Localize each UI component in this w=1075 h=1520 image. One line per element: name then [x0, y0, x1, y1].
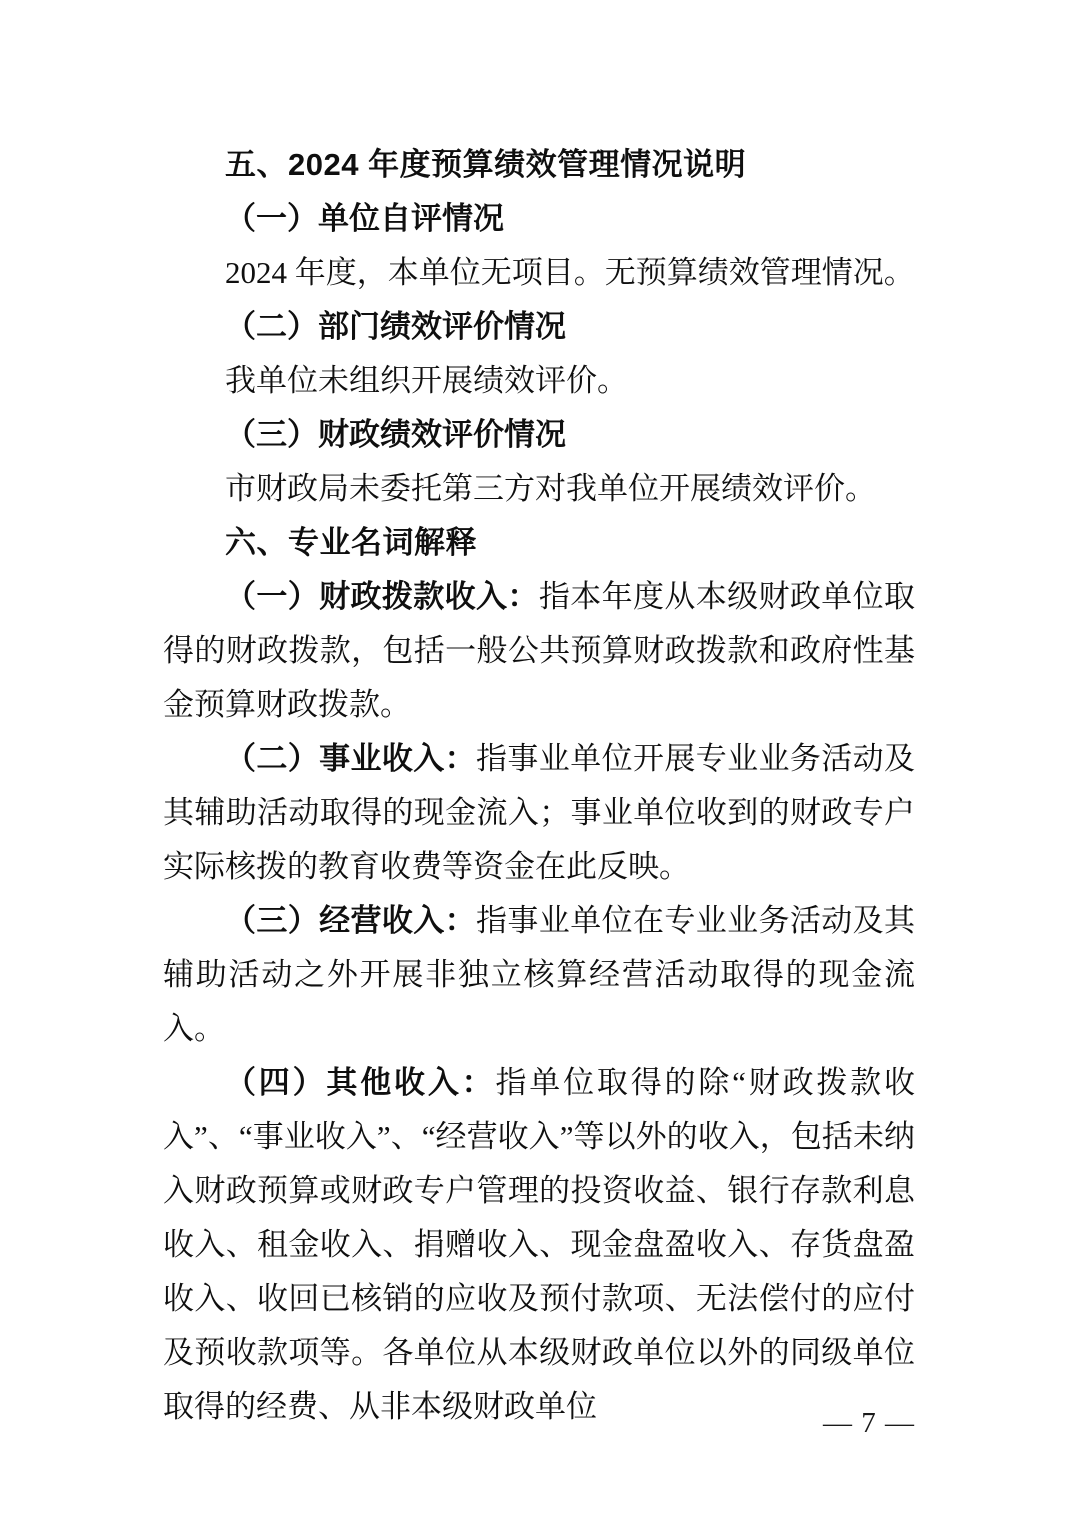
term-text-other-income: 指单位取得的除“财政拨款收入”、“事业收入”、“经营收入”等以外的收入，包括未纳入财政预算或财政专户管理的投资收益、银行存款利息收入、租金收入、捐赠收入、现金盘盈收入、存货盘盈收入、收回已核销的应收及预付款项、无法偿付的应付及预收款项等。各单位从本级财政单位以外的同级单位取得的经费、从非本级财政单位: [163, 1065, 915, 1424]
term-definition-operating-income: [163, 894, 915, 1056]
section-5-heading: 五、2024 年度预算绩效管理情况说明: [225, 147, 747, 182]
section-6-heading: 六、专业名词解释: [225, 525, 477, 560]
term-lead-fiscal-appropriation-income: （一）财政拨款收入：: [225, 579, 539, 614]
term-text-institutional-income: 指事业单位开展专业业务活动及其辅助活动取得的现金流入；事业单位收到的财政专户实际核拨的教育收费等资金在此反映。: [163, 741, 915, 884]
page-footer: [163, 1406, 915, 1440]
paragraph-unit-self-evaluation: 2024 年度，本单位无项目。无预算绩效管理情况。: [225, 255, 915, 290]
paragraph-department-evaluation: 我单位未组织开展绩效评价。: [225, 363, 628, 398]
term-definition-institutional-income: [163, 732, 915, 894]
term-lead-other-income: （四）其他收入：: [225, 1065, 496, 1100]
subheading-department-evaluation: （二）部门绩效评价情况: [225, 309, 566, 344]
term-text-operating-income: 指事业单位在专业业务活动及其辅助活动之外开展非独立核算经营活动取得的现金流入。: [163, 903, 915, 1046]
subheading-finance-evaluation: （三）财政绩效评价情况: [225, 417, 566, 452]
term-lead-operating-income: （三）经营收入：: [225, 903, 477, 938]
page-number: — 7 —: [823, 1407, 915, 1439]
term-definition-other-income: [163, 1056, 915, 1434]
subheading-unit-self-evaluation: （一）单位自评情况: [225, 201, 504, 236]
term-lead-institutional-income: （二）事业收入：: [225, 741, 477, 776]
document-body: [163, 138, 915, 1434]
paragraph-finance-evaluation: 市财政局未委托第三方对我单位开展绩效评价。: [225, 471, 876, 506]
term-definition-fiscal-appropriation-income: [163, 570, 915, 732]
term-text-fiscal-appropriation-income: 指本年度从本级财政单位取得的财政拨款，包括一般公共预算财政拨款和政府性基金预算财政拨款。: [163, 579, 916, 722]
